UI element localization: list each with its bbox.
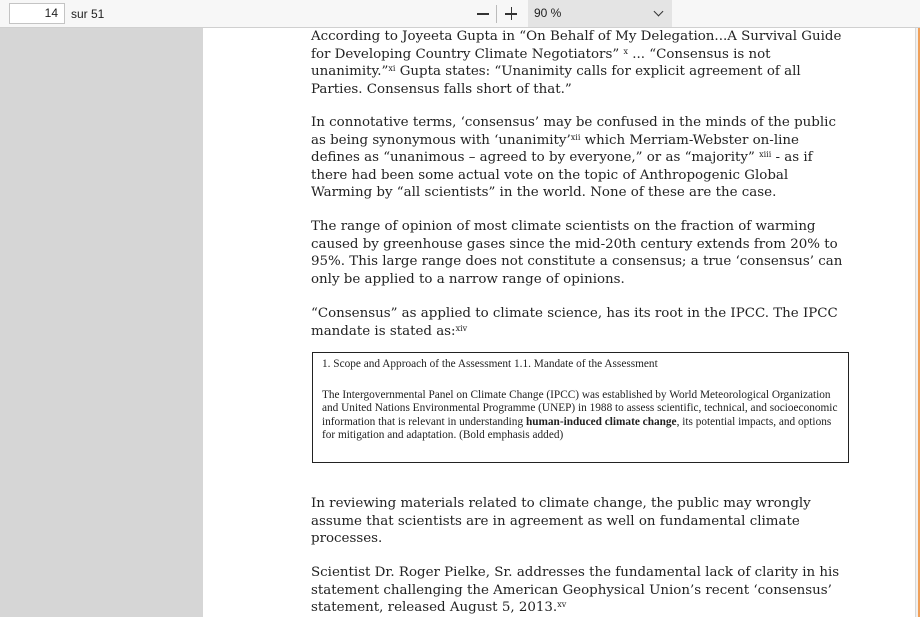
zoom-level-value: 90 % (534, 6, 562, 20)
document-page (203, 28, 915, 617)
quote-emphasis: human-induced climate change (525, 415, 677, 428)
paragraph-ipcc (311, 305, 851, 340)
ipcc-mandate-quote-box (312, 352, 849, 463)
paragraph-text: Gupta states: “Unanimity calls for explicit agreement of all Parties. Consensus falls short of that.” (311, 64, 801, 97)
document-viewer[interactable] (0, 28, 920, 617)
paragraph-text: In connotative terms, ‘consensus’ may be confused in the minds of the public as being synonymous with ‘unanimity’ (311, 115, 836, 148)
paragraph-text: “Consensus” as applied to climate science, has its root in the IPCC. The IPCC mandate is stated as: (311, 306, 838, 339)
page-number-input[interactable]: 14 (9, 3, 65, 24)
endnote-marker: x (623, 46, 628, 56)
quote-text: The Intergovernmental Panel on Climate Change (IPCC) was established by World Meteorological Organization and United Nations Environmental Programme (UNEP) in 1988 to assess scientific, technical, and socioeconomic information that is relevant in understanding (322, 388, 838, 428)
endnote-marker: xiv (455, 323, 468, 333)
paragraph-text: According to Joyeeta Gupta in “On Behalf of My Delegation...A Survival Guide for Developing Country Climate Negotiators” (311, 29, 842, 62)
paragraph-range: The range of opinion of most climate scientists on the fraction of warming caused by greenhouse gases since the mid-20th century extends from 20% to 95%. This large range does not constitute a consensus; a true ‘consensus’ can only be applied to a narrow range of opinions. (311, 219, 843, 287)
endnote-marker: xii (570, 132, 581, 142)
paragraph-text: - as if there had been some actual vote on the topic of Anthropogenic Global Warming by “all scientists” in the world. None of these are the case. (311, 150, 813, 200)
paragraph-reviewing: In reviewing materials related to climate change, the public may wrongly assume that scientists are in agreement as well on fundamental climate processes. (311, 496, 811, 546)
pdf-toolbar (0, 0, 920, 28)
page-total-label: sur 51 (71, 7, 105, 21)
zoom-out-button[interactable] (474, 4, 492, 24)
paragraph-gupta (311, 28, 851, 98)
paragraph-text: which Merriam-Webster on-line defines as “unanimous – agreed to by everyone,” or as “majority” (311, 132, 799, 165)
endnote-marker: xv (557, 600, 567, 609)
quote-box-title: 1. Scope and Approach of the Assessment 1.1. Mandate of the Assessment (322, 358, 658, 370)
chevron-down-icon (654, 7, 664, 17)
toolbar-divider (496, 5, 497, 23)
endnote-marker: xiii (759, 150, 772, 159)
zoom-in-button[interactable] (502, 4, 520, 24)
quote-box-body (322, 389, 840, 443)
zoom-level-select[interactable] (528, 0, 672, 27)
endnote-marker: xi (388, 64, 396, 73)
quote-text: , its potential impacts, and options for mitigation and adaptation. (Bold emphasis added) (322, 415, 832, 442)
paragraph-pielke (311, 564, 851, 617)
paragraph-connotative (311, 114, 851, 202)
vertical-scrollbar[interactable] (915, 28, 920, 617)
paragraph-text: Scientist Dr. Roger Pielke, Sr. addresses the fundamental lack of clarity in his statement challenging the American Geophysical Union’s recent ‘consensus’ statement, released August 5, 2013. (311, 565, 840, 615)
paragraph-text: ... “Consensus is not unanimity.” (311, 46, 771, 79)
